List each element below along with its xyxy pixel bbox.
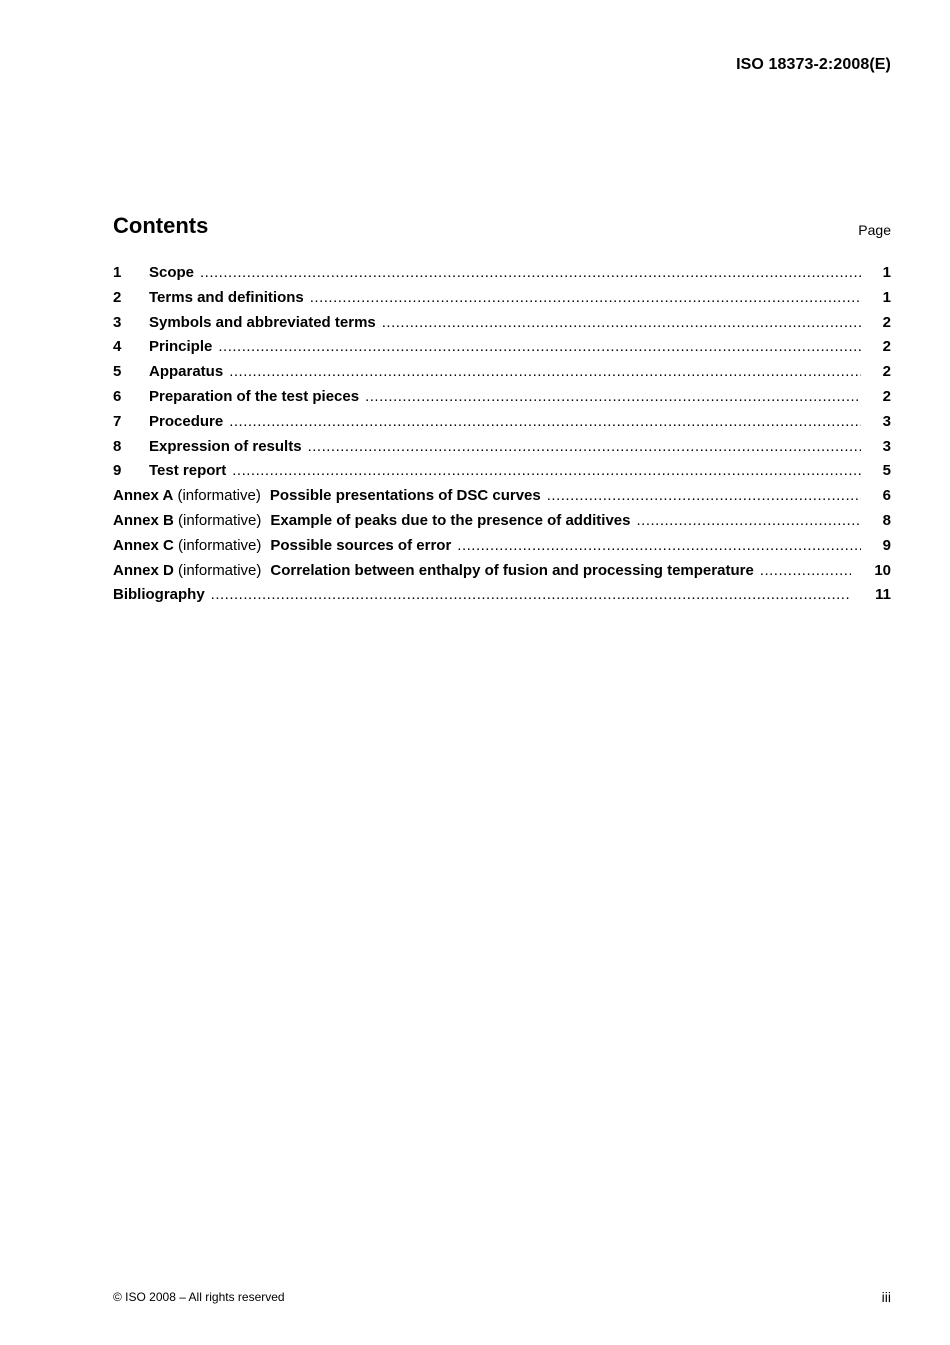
annex-prefix: [113, 512, 261, 529]
toc-entry-page: 2: [882, 338, 891, 356]
toc-entry-page: 11: [875, 586, 891, 604]
annex-prefix: [113, 487, 261, 504]
toc-entry-page: 10: [874, 561, 891, 579]
toc-entry-title: Possible sources of error: [270, 536, 452, 554]
annex-type: (informative): [178, 561, 262, 579]
toc-entry-title: Expression of results: [149, 437, 302, 455]
annex-id: Annex C: [113, 536, 174, 554]
toc-entry-bibliography[interactable]: [113, 586, 891, 611]
toc-dot-leader: [229, 413, 861, 430]
annex-prefix: [113, 562, 261, 579]
toc-entry-number: 8: [113, 437, 122, 455]
toc-entry-title: Example of peaks due to the presence of additives: [270, 511, 631, 529]
page-number: iii: [881, 1289, 891, 1305]
annex-type: (informative): [177, 487, 261, 505]
toc-entry-symbols[interactable]: [113, 314, 891, 339]
toc-entry-title: Correlation between enthalpy of fusion and processing temperature: [270, 561, 754, 579]
toc-entry-expression-of-results[interactable]: [113, 438, 891, 463]
toc-entry-number: 4: [113, 338, 122, 356]
toc-entry-scope[interactable]: [113, 264, 891, 289]
toc-entry-page: 2: [882, 387, 891, 405]
toc-dot-leader: [211, 586, 851, 603]
contents-header: [113, 213, 891, 243]
toc-entry-title: Terms and definitions: [149, 288, 304, 306]
toc-entry-page: 3: [882, 412, 891, 430]
toc-entry-number: 2: [113, 288, 122, 306]
annex-id: Annex B: [113, 511, 174, 529]
toc-entry-test-report[interactable]: [113, 462, 891, 487]
copyright-notice: © ISO 2008 – All rights reserved: [113, 1290, 285, 1304]
toc-dot-leader: [547, 487, 861, 504]
toc-entry-page: 6: [882, 487, 891, 505]
annex-id: Annex D: [113, 561, 174, 579]
annex-prefix: [113, 537, 261, 554]
toc-entry-title: Procedure: [149, 412, 224, 430]
toc-dot-leader: [232, 462, 861, 479]
toc-entry-principle[interactable]: [113, 338, 891, 363]
toc-entry-title: Bibliography: [113, 586, 205, 604]
toc-entry-terms-and-definitions[interactable]: [113, 289, 891, 314]
toc-entry-page: 1: [882, 288, 891, 306]
toc-dot-leader: [457, 537, 861, 554]
toc-entry-preparation[interactable]: [113, 388, 891, 413]
toc-entry-page: 9: [882, 536, 891, 554]
toc-entry-title: Scope: [149, 264, 195, 281]
toc-entry-annex-a[interactable]: [113, 487, 891, 512]
toc-dot-leader: [218, 338, 861, 355]
toc-dot-leader: [637, 512, 862, 529]
toc-entry-title: Apparatus: [149, 363, 224, 381]
annex-id: Annex A: [113, 487, 174, 505]
toc-entry-page: 5: [882, 462, 891, 480]
toc-entry-procedure[interactable]: [113, 413, 891, 438]
annex-type: (informative): [178, 536, 262, 554]
toc-entry-number: 6: [113, 387, 122, 405]
toc-entry-apparatus[interactable]: [113, 363, 891, 388]
toc-dot-leader: [308, 438, 861, 455]
toc-entry-title: Principle: [149, 338, 213, 356]
toc-entry-page: 3: [882, 437, 891, 455]
toc-entry-annex-d[interactable]: [113, 562, 891, 587]
annex-type: (informative): [178, 511, 262, 529]
toc-entry-number: 1: [113, 264, 122, 281]
toc-entry-page: 2: [882, 363, 891, 381]
toc-entry-number: 7: [113, 412, 122, 430]
toc-entry-number: 3: [113, 313, 122, 331]
table-of-contents: [113, 264, 891, 611]
toc-entry-title: Symbols and abbreviated terms: [149, 313, 376, 331]
toc-entry-number: 9: [113, 462, 122, 480]
toc-entry-title: Test report: [149, 462, 227, 480]
toc-entry-title: Possible presentations of DSC curves: [269, 487, 541, 505]
toc-entry-number: 5: [113, 363, 122, 381]
toc-entry-page: 8: [882, 511, 891, 529]
toc-dot-leader: [310, 289, 861, 306]
toc-dot-leader: [760, 562, 851, 579]
toc-dot-leader: [365, 388, 861, 405]
toc-entry-page: 2: [882, 313, 891, 331]
toc-dot-leader: [200, 264, 861, 281]
document-id: ISO 18373-2:2008(E): [736, 56, 891, 73]
toc-dot-leader: [229, 363, 861, 380]
page-column-label: Page: [858, 222, 891, 238]
toc-entry-page: 1: [882, 264, 891, 281]
toc-dot-leader: [382, 314, 861, 331]
toc-entry-title: Preparation of the test pieces: [149, 387, 360, 405]
toc-entry-annex-c[interactable]: [113, 537, 891, 562]
contents-title: Contents: [113, 213, 209, 238]
toc-entry-annex-b[interactable]: [113, 512, 891, 537]
